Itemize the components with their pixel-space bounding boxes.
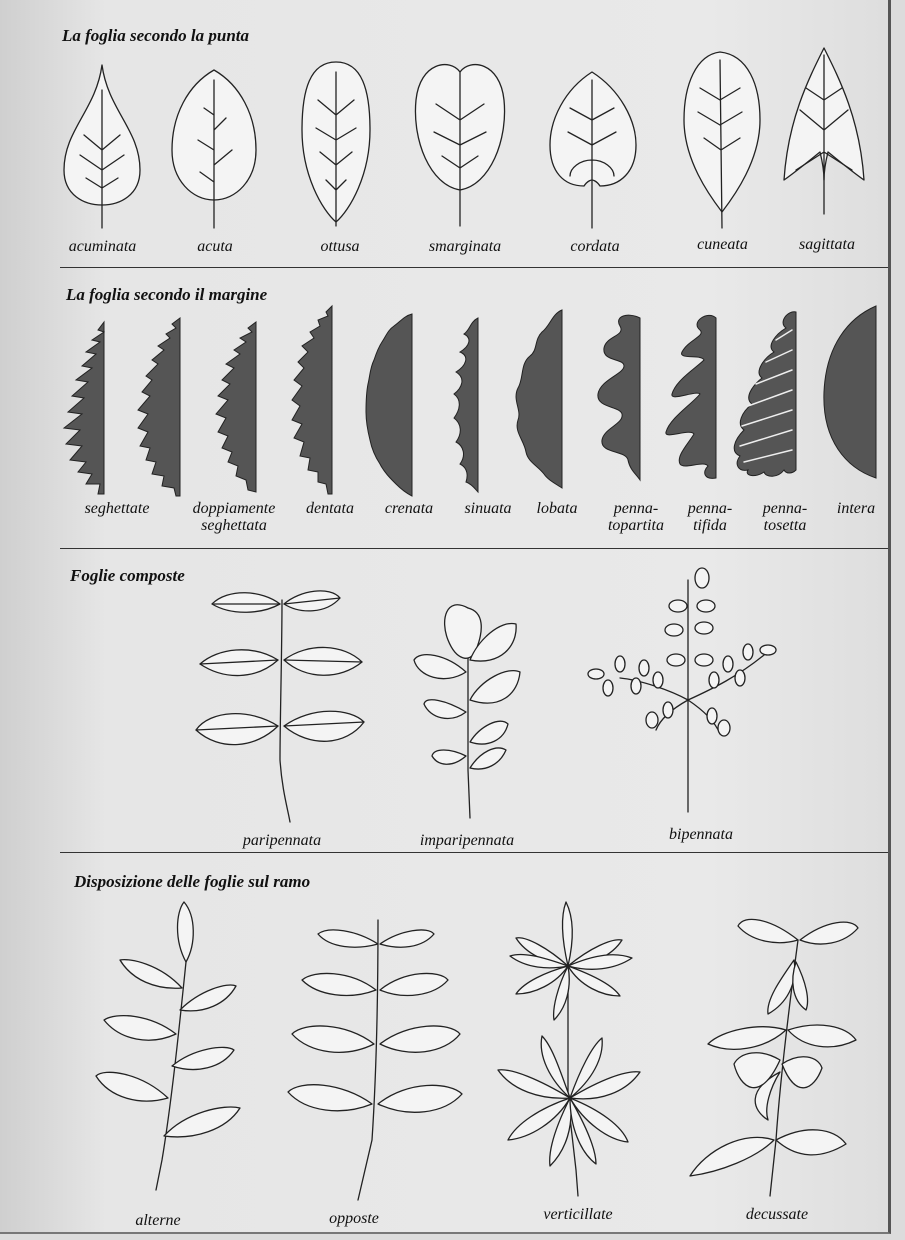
label-bipennata: bipennata: [669, 826, 733, 843]
label-opposte: opposte: [329, 1210, 379, 1227]
arrangement-opposte: [288, 920, 462, 1200]
label-sagittata: sagittata: [798, 236, 855, 253]
label-acuminata: acuminata: [68, 238, 137, 255]
label-lobata: lobata: [536, 500, 578, 517]
arrangement-alterne: [96, 902, 240, 1190]
section-title-punta: La foglia secondo la punta: [62, 26, 250, 45]
label-cuneata: cuneata: [697, 236, 748, 253]
label-decussate: decussate: [745, 1206, 809, 1223]
label-sinuata: sinuata: [464, 500, 512, 517]
label-intera: intera: [836, 500, 876, 517]
label-pennatosetta: penna- tosetta: [762, 500, 808, 534]
label-imparipennata: imparipennata: [419, 832, 515, 849]
section-title-disposizione: Disposizione delle foglie sul ramo: [74, 872, 311, 891]
label-pennatopartita: penna- topartita: [607, 500, 664, 534]
section-title-margine: La foglia secondo il margine: [66, 285, 268, 304]
label-ottusa: ottusa: [320, 238, 360, 255]
label-pennatifida: penna- tifida: [687, 500, 733, 534]
section-title-composte: Foglie composte: [70, 566, 185, 585]
label-seghettate: seghettate: [84, 500, 150, 517]
label-acuta: acuta: [197, 238, 233, 255]
arrangement-verticillate: [498, 902, 640, 1196]
label-paripennata: paripennata: [242, 832, 322, 849]
label-dentata: dentata: [306, 500, 354, 517]
label-cordata: cordata: [570, 238, 620, 255]
label-crenata: crenata: [384, 500, 434, 517]
label-verticillate: verticillate: [543, 1206, 613, 1223]
label-smarginata: smarginata: [428, 238, 502, 255]
label-alterne: alterne: [135, 1212, 181, 1229]
label-doppiamente-seghettata: doppiamente seghettata: [192, 500, 276, 534]
arrangement-decussate: [690, 919, 858, 1196]
